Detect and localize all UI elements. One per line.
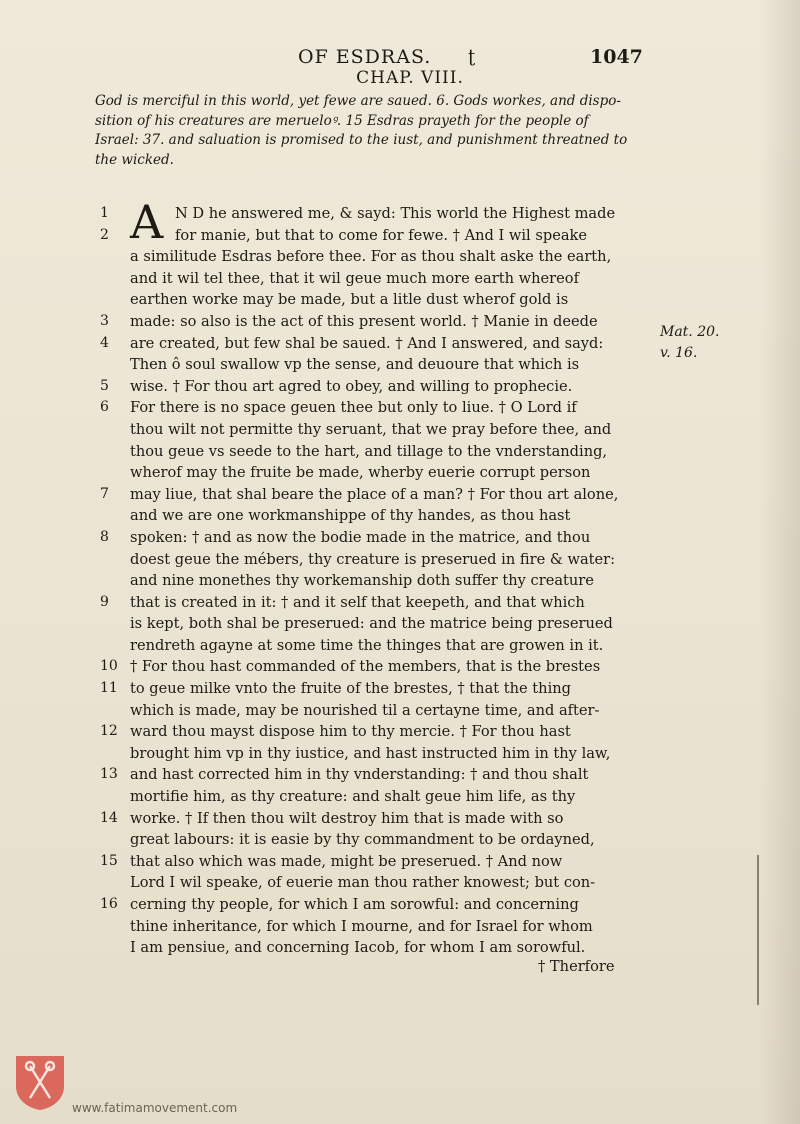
- verse-line: [100, 592, 660, 614]
- verse-line: [100, 570, 660, 592]
- verse-line: [100, 441, 660, 463]
- verse-line: [100, 829, 660, 851]
- line-text: wise. † For thou art agred to obey, and willing to prophecie.: [130, 377, 573, 395]
- chapter-body: [100, 195, 660, 959]
- line-text: is kept, both shal be preserued: and the matrice being preserued: [130, 615, 613, 633]
- verse-line: [100, 721, 660, 743]
- line-text: to geue milke vnto the fruite of the brestes, † that the thing: [130, 680, 571, 698]
- chapter-summary: [95, 92, 660, 170]
- line-text: great labours: it is easie by thy commandment to be ordayned,: [130, 831, 595, 849]
- line-text: are created, but few shal be saued. † And I answered, and sayd:: [130, 334, 604, 352]
- verse-number: 10: [100, 658, 118, 675]
- summary-line: Israel: 37. and saluation is promised to the iust, and punishment threatned to: [95, 132, 628, 148]
- verse-line: [100, 246, 660, 268]
- chapter-title: CHAP. VIII.: [356, 68, 464, 88]
- catchword: † Therfore: [538, 958, 615, 975]
- page-number: 1047: [590, 46, 643, 68]
- verse-number: 13: [100, 766, 118, 783]
- line-text: and hast corrected him in thy vnderstanding: † and thou shalt: [130, 766, 589, 784]
- verse-line: [100, 678, 660, 700]
- verse-line: [100, 484, 660, 506]
- line-text: wherof may the fruite be made, wherby euerie corrupt person: [130, 464, 591, 482]
- verse-line: [100, 851, 660, 873]
- verse-number: 9: [100, 593, 109, 610]
- line-text: and nine monethes thy workemanship doth suffer thy creature: [130, 572, 594, 590]
- verse-number: 6: [100, 399, 109, 416]
- line-text: Then ô soul swallow vp the sense, and deuoure that which is: [130, 356, 580, 374]
- verse-number: 11: [100, 680, 118, 697]
- line-text: N D he answered me, & sayd: This world the Highest made: [175, 205, 616, 222]
- line-text: may liue, that shal beare the place of a man? † For thou art alone,: [130, 485, 619, 503]
- verse-line: [100, 333, 660, 355]
- running-mark: ʈ: [468, 46, 476, 67]
- verse-number: 12: [100, 723, 118, 740]
- verse-line: [100, 289, 660, 311]
- verse-number: 1: [100, 205, 109, 221]
- verse-number: 7: [100, 485, 109, 502]
- verse-number: 3: [100, 312, 109, 329]
- line-text: cerning thy people, for which I am sorowful: and concerning: [130, 896, 579, 913]
- margin-note-line: v. 16.: [660, 345, 698, 361]
- verse-line: [100, 700, 660, 722]
- verse-line: [100, 549, 660, 571]
- line-text: doest geue the mébers, thy creature is preserued in fire & water:: [130, 550, 616, 568]
- verse-number: 16: [100, 896, 118, 912]
- verse-line: [100, 225, 660, 247]
- line-text: I am pensiue, and concerning Iacob, for whom I am sorowful.: [130, 939, 586, 957]
- line-text: brought him vp in thy iustice, and hast instructed him in thy law,: [130, 744, 611, 762]
- line-text: which is made, may be nourished til a certayne time, and after-: [130, 701, 600, 719]
- line-text: † For thou hast commanded of the members, that is the brestes: [130, 658, 601, 676]
- line-text: earthen worke may be made, but a litle dust wherof gold is: [130, 291, 569, 309]
- verse-line: [100, 872, 660, 894]
- line-text: worke. † If then thou wilt destroy him that is made with so: [130, 809, 564, 827]
- verse-line: [100, 397, 660, 419]
- verse-line: [100, 808, 660, 830]
- line-text: and we are one workmanshippe of thy handes, as thou hast: [130, 507, 571, 525]
- line-text: mortifie him, as thy creature: and shalt geue him life, as thy: [130, 788, 576, 806]
- verse-line: [100, 419, 660, 441]
- seal-logo: [12, 1052, 68, 1112]
- verse-line: [100, 462, 660, 484]
- margin-note-line: Mat. 20.: [660, 324, 720, 340]
- drop-cap: A: [130, 195, 164, 249]
- line-text: ward thou mayst dispose him to thy mercie. † For thou hast: [130, 723, 571, 741]
- verse-number: 14: [100, 809, 118, 826]
- line-text: made: so also is the act of this present world. † Manie in deede: [130, 312, 598, 330]
- line-text: for manie, but that to come for fewe. † And I wil speake: [175, 226, 588, 244]
- verse-line: [100, 527, 660, 549]
- verse-number: 15: [100, 852, 118, 869]
- verse-line: [100, 916, 660, 938]
- line-text: that also which was made, might be preserued. † And now: [130, 852, 563, 870]
- line-text: a similitude Esdras before thee. For as thou shalt aske the earth,: [130, 248, 612, 266]
- margin-note: [660, 322, 740, 364]
- summary-line: sition of his creatures are merueloꝰ. 15 Esdras prayeth for the people of: [95, 112, 589, 129]
- summary-line: the wicked.: [95, 151, 174, 168]
- verse-line: [100, 311, 660, 333]
- verse-number: 2: [100, 226, 109, 243]
- verse-number: 5: [100, 377, 109, 394]
- line-text: thou geue vs seede to the hart, and tillage to the vnderstanding,: [130, 442, 608, 460]
- verse-line: [100, 505, 660, 527]
- footer-url: www.fatimamovement.com: [72, 1101, 238, 1115]
- line-text: thou wilt not permitte thy seruant, that we pray before thee, and: [130, 420, 612, 438]
- verse-line: [100, 613, 660, 635]
- line-text: thine inheritance, for which I mourne, and for Israel for whom: [130, 917, 593, 935]
- verse-line: [100, 786, 660, 808]
- verse-number: 4: [100, 334, 109, 351]
- verse-line: [100, 354, 660, 376]
- line-text: and it wil tel thee, that it wil geue much more earth whereof: [130, 269, 579, 287]
- line-text: spoken: † and as now the bodie made in the matrice, and thou: [130, 528, 591, 546]
- page-edge-shade: [760, 0, 800, 1124]
- verse-line: [100, 937, 660, 959]
- verse-number: 8: [100, 528, 109, 545]
- verse-line: [100, 743, 660, 765]
- verse-line: [100, 764, 660, 786]
- verse-line: [100, 635, 660, 657]
- verse-line: [100, 894, 660, 916]
- verse-line: [100, 376, 660, 398]
- line-text: that is created in it: † and it self that keepeth, and that which: [130, 593, 585, 611]
- verse-line: [100, 656, 660, 678]
- line-text: For there is no space geuen thee but only to liue. † O Lord if: [130, 399, 577, 417]
- summary-line: God is merciful in this world, yet fewe are saued. 6. Gods workes, and dispo-: [95, 93, 621, 109]
- running-title: OF ESDRAS.: [298, 46, 432, 68]
- page-edge-line: [757, 855, 759, 1005]
- line-text: Lord I wil speake, of euerie man thou rather knowest; but con-: [130, 874, 596, 892]
- line-text: rendreth agayne at some time the thinges that are growen in it.: [130, 636, 604, 654]
- verse-line: [100, 268, 660, 290]
